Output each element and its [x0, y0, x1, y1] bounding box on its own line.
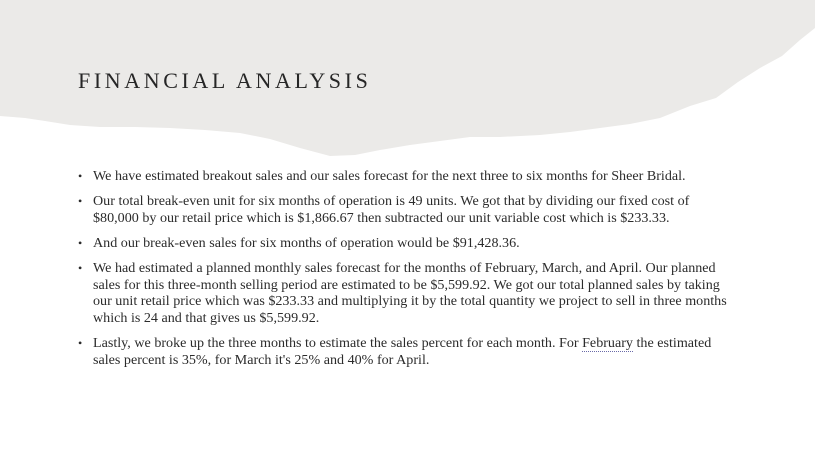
bullet-item [78, 335, 728, 368]
bullet-text-part: Lastly, we broke up the three months to estimate the sales percent for each month. For [93, 335, 583, 352]
slide-title: FINANCIAL ANALYSIS [78, 68, 372, 93]
bullet-dot-icon: • [78, 336, 83, 351]
bullet-text: We have estimated breakout sales and our sales forecast for the next three to six months for Sheer Bridal. [93, 168, 686, 184]
spellcheck-flagged-word[interactable]: February [582, 335, 633, 352]
bullet-text: We had estimated a planned monthly sales forecast for the months of February, March, and April. Our planned sales for this three-month selling period are estimated to be $5,599.92. We got our total planned sales by taking our unit retail price which was $233.33 and multiplying it by the total quantity we project to sell in three months which is 24 and that gives us $5,599.92. [93, 260, 727, 326]
bullet-dot-icon: • [78, 235, 83, 250]
bullet-dot-icon: • [78, 261, 83, 276]
bullet-item [78, 193, 728, 226]
bullet-text: Our total break-even unit for six months of operation is 49 units. We got that by dividing our fixed cost of $80,000 by our retail price which is $1,866.67 then subtracted our unit variable cost which is $233.33. [93, 193, 690, 226]
bullet-list [78, 168, 728, 377]
bullet-text-part: the estimated sales percent is 35%, for March it's 25% and 40% for April. [93, 335, 712, 368]
bullet-dot-icon: • [78, 194, 83, 209]
bullet-text: And our break-even sales for six months of operation would be $91,428.36. [93, 234, 520, 251]
bullet-item [78, 168, 728, 185]
bullet-item [78, 235, 728, 252]
bullet-item [78, 260, 728, 326]
bullet-dot-icon: • [78, 169, 83, 183]
